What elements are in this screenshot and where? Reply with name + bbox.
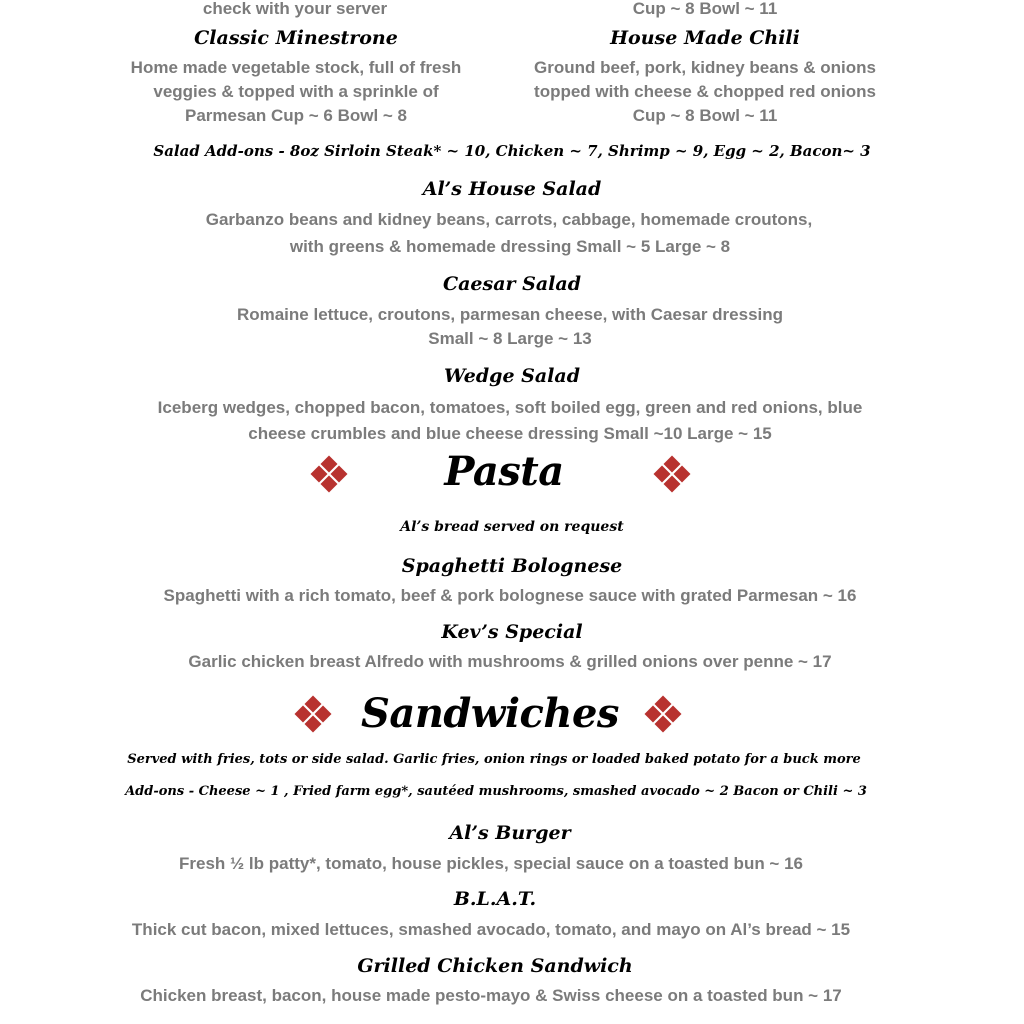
minestrone-desc-1: Home made vegetable stock, full of fresh bbox=[130, 58, 462, 77]
pasta-section-title: Pasta bbox=[444, 448, 564, 495]
diamond-cluster-icon bbox=[645, 696, 681, 732]
spaghetti-bolognese-title: Spaghetti Bolognese bbox=[401, 555, 623, 577]
pasta-bread-note: Al’s bread served on request bbox=[400, 519, 624, 535]
caesar-salad-desc-2: Small ~ 8 Large ~ 13 bbox=[428, 329, 592, 348]
chili-desc-1: Ground beef, pork, kidney beans & onions bbox=[534, 58, 876, 77]
sandwiches-section-title: Sandwiches bbox=[361, 690, 619, 737]
kevs-special-desc: Garlic chicken breast Alfredo with mushrooms & grilled onions over penne ~ 17 bbox=[188, 652, 832, 671]
als-burger-title: Al’s Burger bbox=[449, 822, 571, 844]
wedge-salad-desc-1: Iceberg wedges, chopped bacon, tomatoes, soft boiled egg, green and red onions, blue bbox=[157, 398, 863, 417]
sandwiches-addons-note: Add-ons - Cheese ~ 1 , Fried farm egg*, sautéed mushrooms, smashed avocado ~ 2 Bacon or Chili ~ 3 bbox=[125, 784, 867, 799]
house-salad-title: Al’s House Salad bbox=[422, 178, 602, 200]
grilled-chicken-sandwich-desc: Chicken breast, bacon, house made pesto-mayo & Swiss cheese on a toasted bun ~ 17 bbox=[140, 986, 842, 1005]
kevs-special-title: Kev’s Special bbox=[441, 621, 583, 643]
minestrone-desc-2: veggies & topped with a sprinkle of bbox=[153, 82, 439, 101]
chili-desc-2: topped with cheese & chopped red onions bbox=[534, 82, 876, 101]
blat-desc: Thick cut bacon, mixed lettuces, smashed avocado, tomato, and mayo on Al’s bread ~ 15 bbox=[131, 920, 851, 939]
salad-addons: Salad Add-ons - 8oz Sirloin Steak* ~ 10, Chicken ~ 7, Shrimp ~ 9, Egg ~ 2, Bacon~ 3 bbox=[153, 142, 871, 160]
caesar-salad-desc-1: Romaine lettuce, croutons, parmesan cheese, with Caesar dressing bbox=[236, 305, 784, 324]
wedge-salad-desc-2: cheese crumbles and blue cheese dressing Small ~10 Large ~ 15 bbox=[248, 424, 772, 443]
als-burger-desc: Fresh ½ lb patty*, tomato, house pickles, special sauce on a toasted bun ~ 16 bbox=[179, 854, 803, 873]
house-salad-desc-1: Garbanzo beans and kidney beans, carrots, cabbage, homemade croutons, bbox=[205, 210, 813, 229]
minestrone-desc-3: Parmesan Cup ~ 6 Bowl ~ 8 bbox=[184, 106, 408, 125]
server-note: check with your server bbox=[202, 0, 388, 18]
house-salad-desc-2: with greens & homemade dressing Small ~ 5 Large ~ 8 bbox=[289, 237, 731, 256]
chili-desc-3: Cup ~ 8 Bowl ~ 11 bbox=[632, 106, 778, 125]
spaghetti-bolognese-desc: Spaghetti with a rich tomato, beef & pork bolognese sauce with grated Parmesan ~ 16 bbox=[163, 586, 857, 605]
minestrone-title: Classic Minestrone bbox=[194, 27, 398, 49]
caesar-salad-title: Caesar Salad bbox=[442, 273, 581, 295]
chili-title: House Made Chili bbox=[610, 27, 800, 49]
chili-price-top: Cup ~ 8 Bowl ~ 11 bbox=[632, 0, 778, 18]
diamond-cluster-icon bbox=[654, 456, 690, 492]
sandwiches-sides-note: Served with fries, tots or side salad. Garlic fries, onion rings or loaded baked potato for a buck more bbox=[127, 752, 861, 767]
wedge-salad-title: Wedge Salad bbox=[444, 365, 580, 387]
blat-title: B.L.A.T. bbox=[453, 888, 537, 910]
grilled-chicken-sandwich-title: Grilled Chicken Sandwich bbox=[357, 955, 633, 977]
